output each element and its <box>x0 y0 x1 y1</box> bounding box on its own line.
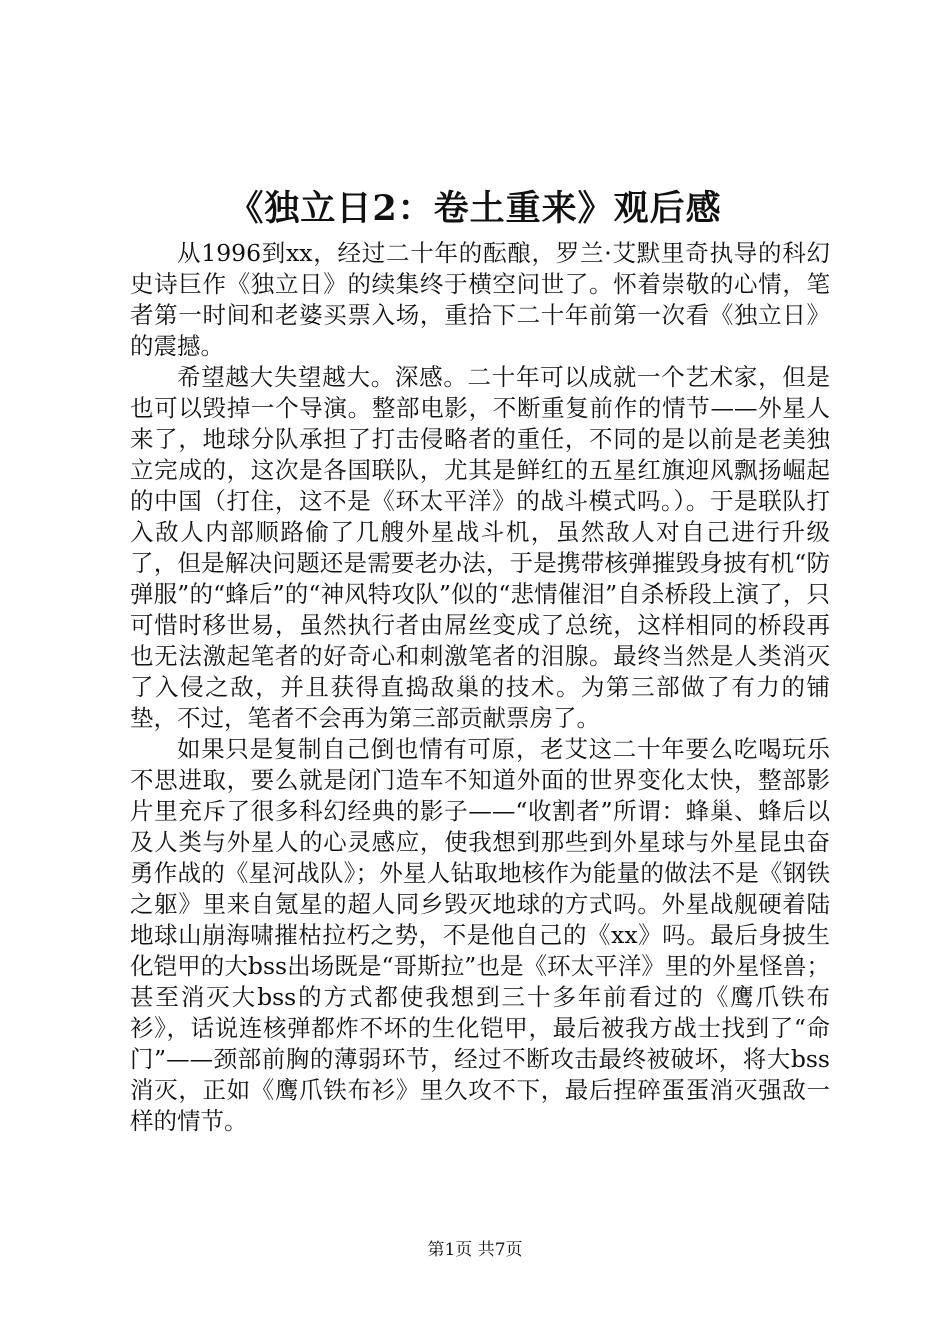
paragraph-3: 如果只是复制自己倒也情有可原，老艾这二十年要么吃喝玩乐不思进取，要么就是闭门造车不知道外面的世界变化太快，整部影片里充斥了很多科幻经典的影子——“收割者”所谓：蜂巢、蜂后以及人类与外星人的心灵感应，使我想到那些到外星球与外星昆虫奋勇作战的《星河战队》；外星人钻取地核作为能量的做法不是《钢铁之躯》里来自氪星的超人同乡毁灭地球的方式吗。外星战舰硬着陆地球山崩海啸摧枯拉朽之势，不是他自己的《xx》吗。最后身披生化铠甲的大bss出场既是“哥斯拉”也是《环太平洋》里的外星怪兽；甚至消灭大bss的方式都使我想到三十多年前看过的《鹰爪铁布衫》，话说连核弹都炸不坏的生化铠甲，最后被我方战士找到了“命门”——颈部前胸的薄弱环节，经过不断攻击最终被破坏，将大bss消灭，正如《鹰爪铁布衫》里久攻不下，最后捏碎蛋蛋消灭强敌一样的情节。 <box>130 735 830 1135</box>
paragraph-2: 希望越大失望越大。深感。二十年可以成就一个艺术家，但是也可以毁掉一个导演。整部电影，不断重复前作的情节——外星人来了，地球分队承担了打击侵略者的重任，不同的是以前是老美独立完成的，这次是各国联队，尤其是鲜红的五星红旗迎风飘扬崛起的中国（打住，这不是《环太平洋》的战斗模式吗。）。于是联队打入敌人内部顺路偷了几艘外星战斗机，虽然敌人对自己进行升级了，但是解决问题还是需要老办法，于是携带核弹摧毁身披有机“防弹服”的“蜂后”的“神风特攻队”似的“悲情催泪”自杀桥段上演了，只可惜时移世易，虽然执行者由屌丝变成了总统，这样相同的桥段再也无法激起笔者的好奇心和刺激笔者的泪腺。最终当然是人类消灭了入侵之敌，并且获得直捣敌巢的技术。为第三部做了有力的铺垫，不过，笔者不会再为第三部贡献票房了。 <box>130 363 830 732</box>
paragraph-1: 从1996到xx，经过二十年的酝酿，罗兰·艾默里奇执导的科幻史诗巨作《独立日》的续集终于横空问世了。怀着崇敬的心情，笔者第一时间和老婆买票入场，重拾下二十年前第一次看《独立日》的震撼。 <box>130 239 830 360</box>
page-footer <box>0 1239 950 1261</box>
document-title: 《独立日2：卷土重来》观后感 <box>228 188 722 229</box>
document-body <box>130 238 830 1137</box>
page-number-indicator: 第1页 共7页 <box>427 1240 523 1260</box>
